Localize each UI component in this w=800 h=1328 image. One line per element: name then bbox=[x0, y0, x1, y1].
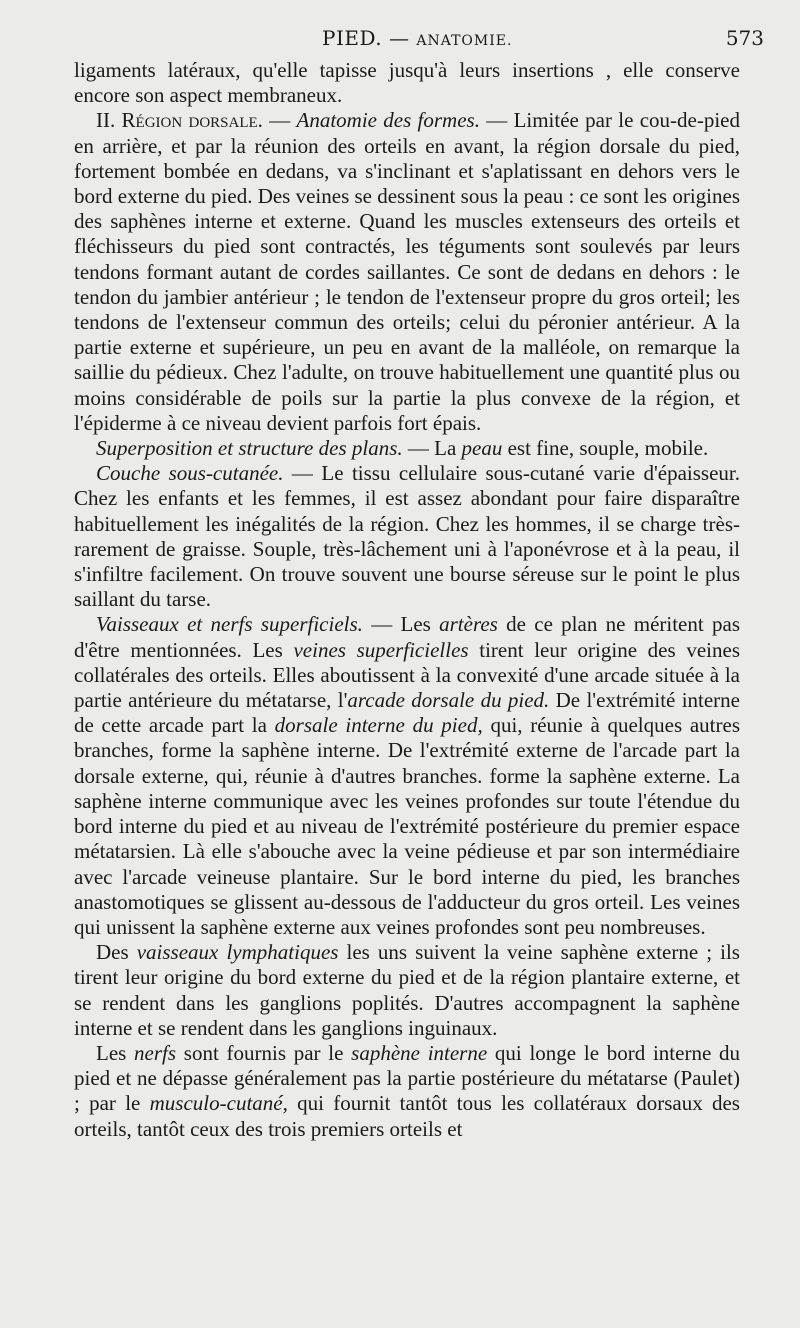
paragraph bbox=[74, 940, 740, 1041]
paragraph-text: qui fournit tantôt tous les collatéraux dorsaux des orteils, tantôt ceux des trois premiers orteils et bbox=[74, 1091, 740, 1141]
paragraph-text: Des bbox=[96, 940, 137, 965]
paragraph bbox=[74, 612, 740, 940]
paragraph-text: — Les bbox=[362, 612, 440, 637]
paragraph-text: qui longe le bord interne du pied et ne dépasse généralement pas la partie postérieure du métatarse (Paulet) ; par le bbox=[74, 1040, 740, 1116]
paragraph bbox=[74, 108, 740, 436]
paragraph bbox=[74, 461, 740, 612]
title-sub: ANATOMIE. bbox=[416, 33, 513, 49]
subheading: Anatomie des formes. bbox=[296, 108, 480, 133]
title-main: PIED. — bbox=[322, 26, 417, 50]
emphasis: vaisseaux lymphatiques bbox=[136, 940, 339, 965]
emphasis: veines superficielles bbox=[293, 637, 469, 662]
subheading: Vaisseaux et nerfs superficiels. bbox=[96, 612, 363, 637]
paragraph bbox=[74, 436, 740, 461]
emphasis: peau bbox=[461, 436, 503, 461]
page-number: 573 bbox=[725, 26, 764, 50]
body-text bbox=[74, 58, 740, 1142]
running-title bbox=[322, 26, 512, 50]
emphasis: nerfs bbox=[134, 1040, 177, 1065]
paragraph-text: est fine, souple, mobile. bbox=[502, 436, 709, 461]
paragraph-text: De l'extrémité interne de cette arcade part la bbox=[74, 688, 740, 738]
emphasis: saphène interne bbox=[351, 1040, 488, 1065]
emphasis: dorsale interne du pied, bbox=[274, 713, 483, 738]
subheading: Couche sous-cutanée. bbox=[96, 461, 284, 486]
section-heading: Région dorsale. bbox=[121, 108, 263, 133]
emphasis: arcade dorsale du pied. bbox=[347, 688, 550, 713]
paragraph: ligaments latéraux, qu'elle tapisse jusqu'à leurs insertions , elle conserve encore son aspect membraneux. bbox=[74, 58, 740, 108]
paragraph bbox=[74, 1041, 740, 1142]
emphasis: musculo-cutané, bbox=[149, 1091, 288, 1116]
paragraph-text: — La bbox=[402, 436, 462, 461]
paragraph-text: — Le tissu cellulaire sous-cutané varie d'épaisseur. Chez les enfants et les femmes, il est assez abondant pour faire disparaître habituellement les inégalités de la région. Chez les hommes, il se charge très-rarement de graisse. Souple, très-lâchement uni à l'aponévrose et à la peau, il s'infiltre facilement. On trouve souvent une bourse séreuse sur le point le plus saillant du tarse. bbox=[74, 461, 740, 612]
dash: — bbox=[262, 108, 297, 133]
section-number: II. bbox=[96, 108, 122, 133]
paragraph-text: de ce plan ne méritent pas d'être mentionnées. Les bbox=[74, 612, 740, 662]
emphasis: artères bbox=[439, 612, 498, 637]
paragraph-text: sont fournis par le bbox=[176, 1040, 352, 1065]
paragraph-text: — Limitée par le cou-de-pied en arrière, et par la réunion des orteils en avant, la région dorsale du pied, fortement bombée en dedans, va s'inclinant et s'aplatissant en dehors vers le bord externe du pied. Des veines se dessinent sous la peau : ce sont les origines des saphènes interne et externe. Quand les muscles extenseurs des orteils et fléchisseurs du pied sont contractés, les téguments sont soulevés par leurs tendons formant autant de cordes saillantes. Ce sont de dedans en dehors : le tendon du jambier antérieur ; le tendon de l'extenseur propre du gros orteil; les tendons de l'extenseur commun des orteils; celui du péronier antérieur. A la partie externe et supérieure, un peu en avant de la malléole, on remarque la saillie du pédieux. Chez l'adulte, on trouve habituellement une quantité plus ou moins considérable de poils sur la partie la plus convexe de la région, et l'épiderme à ce niveau devient parfois fort épais. bbox=[74, 108, 741, 435]
subheading: Superposition et structure des plans. bbox=[96, 436, 403, 461]
paragraph-text: Les bbox=[96, 1040, 135, 1065]
paragraph-text: tirent leur origine des veines collatérales des orteils. Elles aboutissent à la convexité d'une arcade située à la partie antérieure du métatarse, l' bbox=[74, 637, 740, 713]
paragraph-text: qui, réunie à quelques autres branches, forme la saphène interne. De l'extrémité externe de l'arcade part la dorsale externe, qui, réunie à d'autres branches. forme la saphène externe. La saphène interne communique avec les veines profondes sur toute l'étendue du bord interne du pied et au niveau de l'extrémité postérieure du premier espace métatarsien. Là elle s'abouche avec la veine pédieuse et par son intermédiaire avec l'arcade veineuse plantaire. Sur le bord interne du pied, les branches anastomotiques se glissent au-dessous de l'adducteur du gros orteil. Les veines qui unissent la saphène externe aux veines profondes sont peu nombreuses. bbox=[74, 713, 740, 939]
paragraph-text: les uns suivent la veine saphène externe ; ils tirent leur origine du bord externe du pied et de la région plantaire externe, et se rendent dans les ganglions poplités. D'autres accompagnent la saphène interne et se rendent dans les ganglions inguinaux. bbox=[74, 940, 740, 1040]
running-header bbox=[0, 26, 800, 58]
